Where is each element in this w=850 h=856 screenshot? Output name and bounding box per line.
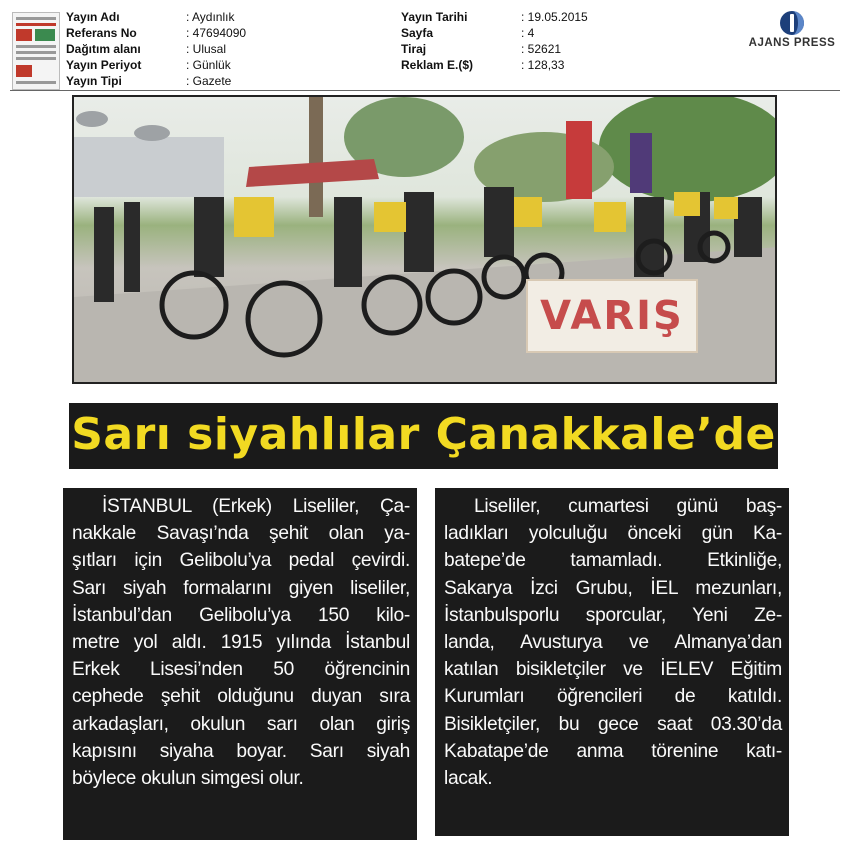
newspaper-thumbnail	[12, 12, 60, 90]
meta-row: Yayın Tipi : Gazete	[66, 74, 232, 88]
text-line: Kurumları öğrencileri de katıldı.	[444, 686, 782, 708]
meta-row: Sayfa : 4	[401, 26, 535, 40]
text-line: İstanbulsporlu sporcular, Yeni Ze-	[444, 604, 782, 626]
text-line: katılan bisikletçiler ve İELEV Eğitim	[444, 659, 782, 681]
meta-row: Tiraj : 52621	[401, 42, 562, 56]
text-line: Liseliler, cumartesi günü baş-	[474, 496, 782, 517]
cyclists-photo	[72, 95, 777, 384]
text-line: cephede şehit olduğunu duyan sıra	[72, 686, 410, 708]
text-line: Erkek Lisesi’nden 50 öğrencinin	[72, 659, 410, 681]
meta-row: Dağıtım alanı : Ulusal	[66, 42, 227, 56]
meta-row: Yayın Tarihi : 19.05.2015	[401, 10, 588, 24]
text-line: batepe’de tamamladı. Etkinliğe,	[444, 550, 782, 572]
globe-icon	[779, 10, 805, 36]
text-line: metre yol aldı. 1915 yılında İstanbul	[72, 632, 410, 654]
finish-banner-right: VARIŞ	[526, 279, 698, 353]
meta-row: Referans No : 47694090	[66, 26, 247, 40]
text-line: arkadaşları, okulun sarı olan giriş	[72, 713, 410, 735]
text-line: landa, Avusturya ve Almanya’dan	[444, 632, 782, 654]
text-line: Kabatape’de anma törenine katı-	[444, 740, 782, 762]
text-line: nakkale Savaşı’nda şehit olan ya-	[72, 523, 410, 545]
text-line: ladıkları yolculuğu önceki gün Ka-	[444, 523, 782, 545]
meta-row: Yayın Adı : Aydınlık	[66, 10, 235, 24]
publication-meta-left	[66, 9, 246, 89]
publication-meta-right	[401, 9, 588, 73]
text-line: Sakarya İzci Grubu, İEL mezunları,	[444, 577, 782, 599]
meta-row: Reklam E.($) : 128,33	[401, 58, 565, 72]
text-line: Sarı siyah formalarını giyen liseliler,	[72, 577, 410, 599]
ajans-press-logo	[744, 10, 840, 49]
text-line: kapısını siyaha boyar. Sarı siyah	[72, 740, 410, 762]
text-line: İSTANBUL (Erkek) Liseliler, Ça-	[102, 496, 410, 517]
text-line: lacak.	[444, 768, 493, 790]
meta-row: Yayın Periyot : Günlük	[66, 58, 231, 72]
text-line: şıtları için Gelibolu’ya pedal çevirdi.	[72, 550, 410, 572]
header-divider	[10, 90, 840, 91]
text-line: böylece okulun simgesi olur.	[72, 768, 304, 790]
text-line: İstanbul’dan Gelibolu’ya 150 kilo-	[72, 604, 410, 626]
article-column-2	[435, 488, 789, 836]
article-headline: Sarı siyahlılar Çanakkale’de	[69, 403, 778, 469]
logo-text: AJANS PRESS	[748, 37, 836, 49]
article-column-1	[63, 488, 417, 840]
text-line: Bisikletçiler, bu gece saat 03.30’da	[444, 713, 782, 735]
